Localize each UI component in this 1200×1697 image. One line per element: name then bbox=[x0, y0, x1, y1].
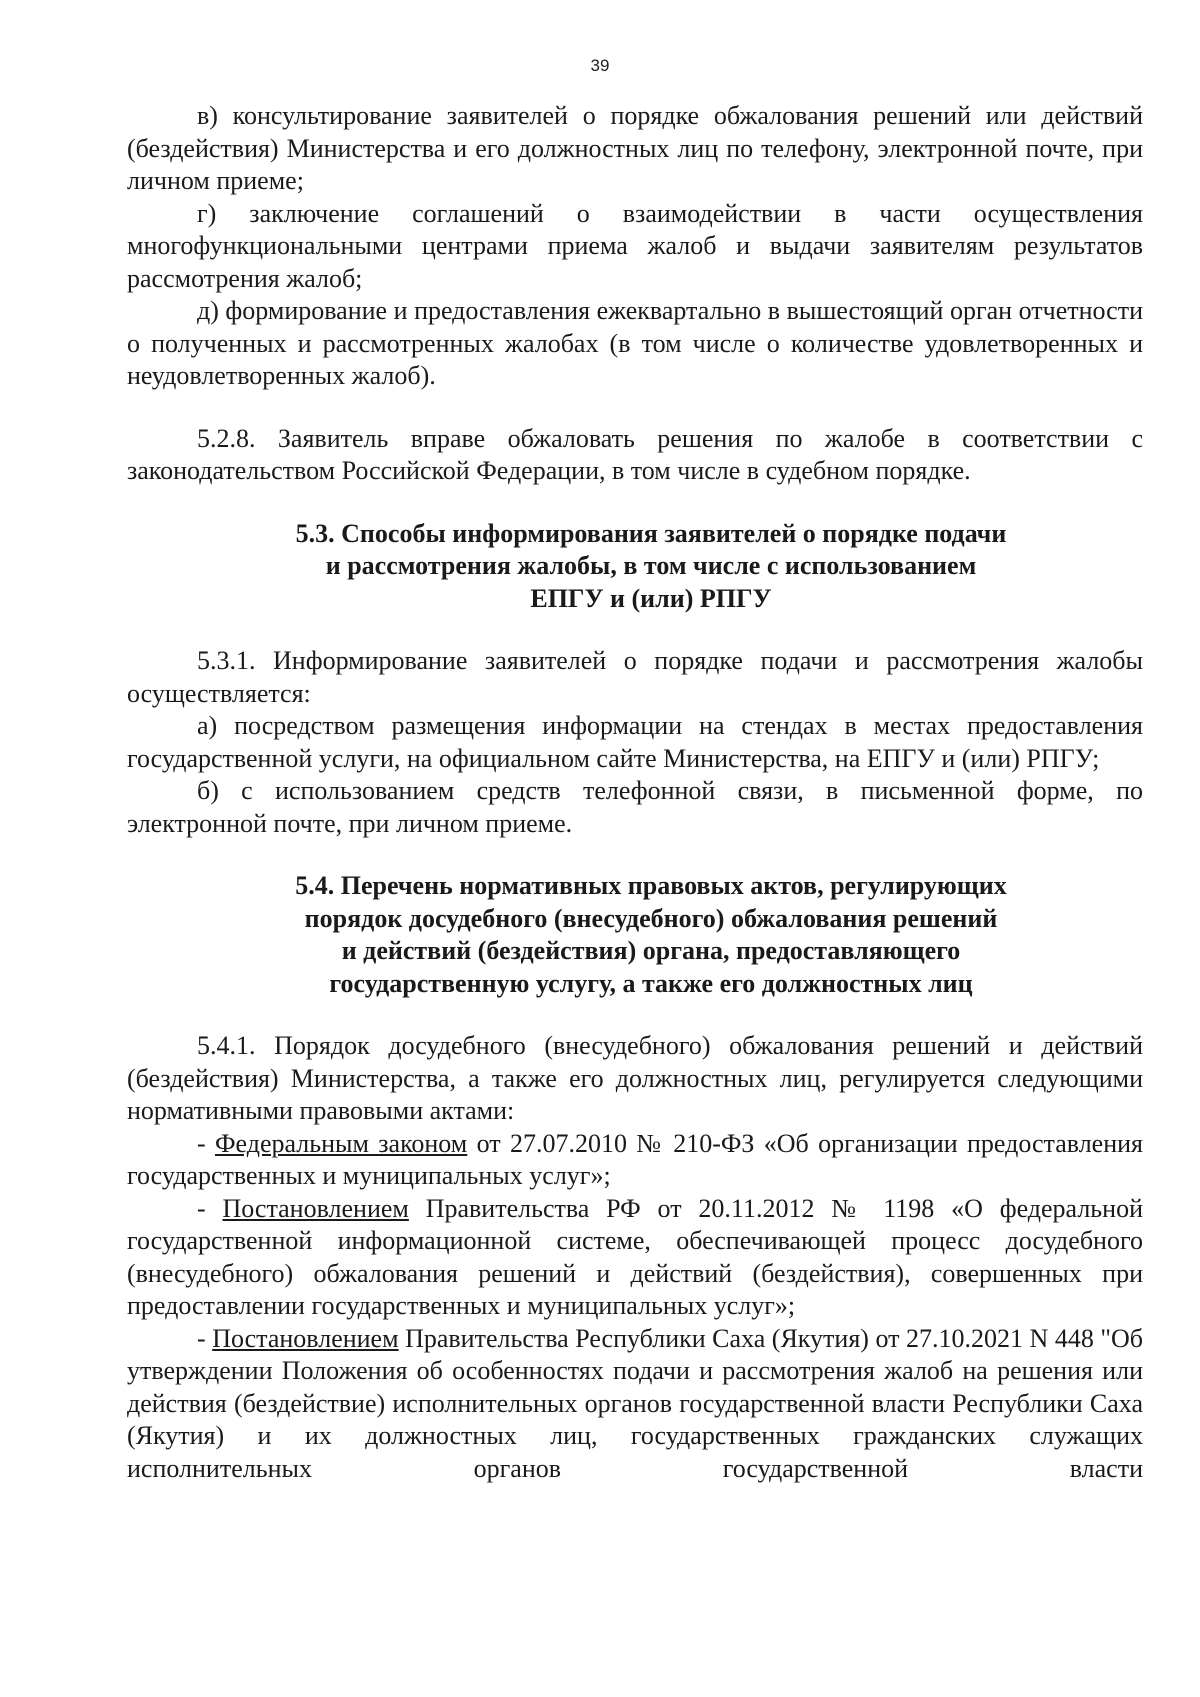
heading-line: 5.4. Перечень нормативных правовых актов, регулирующих bbox=[295, 871, 1007, 900]
act-rf-resolution bbox=[127, 1193, 1143, 1323]
act-sakha-resolution bbox=[127, 1323, 1143, 1486]
paragraph-5-3-1-b: б) с использованием средств телефонной связи, в письменной форме, по электронной почте, при личном приеме. bbox=[127, 776, 1143, 838]
paragraph-5-2-8: 5.2.8. Заявитель вправе обжаловать решения по жалобе в соответствии с законодательством Российской Федерации, в том числе в судебном порядке. bbox=[127, 423, 1143, 485]
act-text: Правительства РФ от 20.11.2012 № 1198 «О федеральной государственной информационной системе, обеспечивающей процесс досудебного (внесудебного) обжалования решений и действий (бездействия), совершенных при предоставлении государственных и муниципальных услуг»; bbox=[127, 1193, 1143, 1320]
heading-line: 5.3. Способы информирования заявителей о порядке подачи bbox=[295, 518, 1007, 548]
paragraph-5-3-1-a: а) посредством размещения информации на стендах в местах предоставления государственной услуги, на официальном сайте Министерства, на ЕПГУ и (или) РПГУ; bbox=[127, 711, 1143, 773]
heading-line: и рассмотрения жалобы, в том числе с использованием bbox=[325, 551, 977, 580]
section-heading-5-4 bbox=[127, 870, 1143, 1000]
heading-line: ЕПГУ и (или) РПГУ bbox=[530, 583, 772, 613]
paragraph-5-4-1: 5.4.1. Порядок досудебного (внесудебного) обжалования решений и действий (бездействия) Министерства, а также его должностных лиц, регулируется следующими нормативными правовыми актами: bbox=[127, 1031, 1143, 1125]
list-dash: - bbox=[197, 1323, 213, 1353]
act-federal-law bbox=[127, 1128, 1143, 1193]
list-dash: - bbox=[197, 1128, 215, 1158]
act-link-federal-law[interactable]: Федеральным законом bbox=[215, 1128, 468, 1158]
paragraph-consulting: в) консультирование заявителей о порядке обжалования решений или действий (бездействия) Министерства и его должностных лиц по телефону, электронной почте, при личном приеме; bbox=[127, 101, 1143, 195]
heading-line: порядок досудебного (внесудебного) обжалования решений bbox=[304, 903, 998, 933]
act-text: Правительства Республики Саха (Якутия) от 27.10.2021 N 448 "Об утверждении Положения об особенностях подачи и рассмотрения жалоб на решения или действия (бездействие) исполнительных органов государственной власти Республики Саха (Якутия) и их должностных лиц, государственных гражданских служащих исполнительных органов государственной власти bbox=[127, 1323, 1143, 1483]
act-link-rf-resolution[interactable]: Постановлением bbox=[222, 1193, 409, 1223]
act-link-sakha-resolution[interactable]: Постановлением bbox=[212, 1323, 399, 1353]
paragraph-reporting: д) формирование и предоставления ежеквартально в вышестоящий орган отчетности о полученных и рассмотренных жалобах (в том числе о количестве удовлетворенных и неудовлетворенных жалоб). bbox=[127, 296, 1143, 390]
list-dash: - bbox=[197, 1193, 223, 1223]
paragraph-agreements: г) заключение соглашений о взаимодействии в части осуществления многофункциональными центрами приема жалоб и выдачи заявителям результатов рассмотрения жалоб; bbox=[127, 198, 1143, 293]
section-heading-5-3 bbox=[127, 518, 1143, 616]
act-text: от 27.07.2010 № 210-ФЗ «Об организации предоставления государственных и муниципальных услуг»; bbox=[127, 1128, 1144, 1190]
document-body bbox=[127, 100, 1143, 1485]
heading-line: и действий (бездействия) органа, предоставляющего bbox=[341, 936, 961, 965]
page-number: 39 bbox=[590, 56, 610, 75]
heading-line: государственную услугу, а также его должностных лиц bbox=[329, 968, 973, 998]
paragraph-5-3-1: 5.3.1. Информирование заявителей о порядке подачи и рассмотрения жалобы осуществляется: bbox=[127, 646, 1143, 708]
